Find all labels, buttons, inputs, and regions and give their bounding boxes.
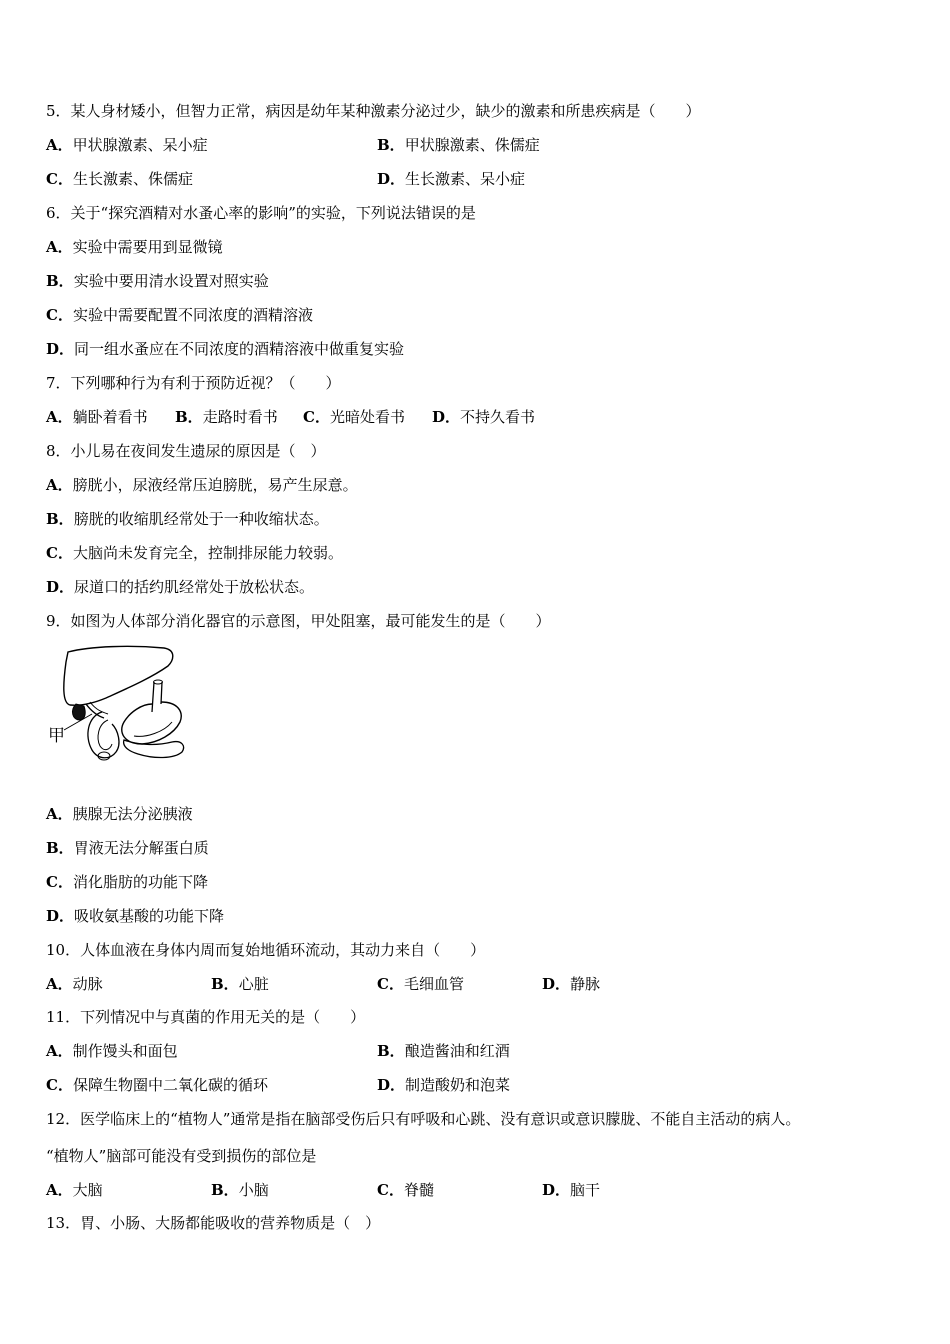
q9-option-c: C．消化脂肪的功能下降 (46, 873, 208, 891)
q11-option-b: B．酿造酱油和红酒 (377, 1042, 510, 1060)
digestive-organs-figure (46, 642, 196, 770)
q6-option-c: C．实验中需要配置不同浓度的酒精溶液 (46, 306, 313, 324)
q11-stem: 11．下列情况中与真菌的作用无关的是（ ） (46, 1008, 366, 1026)
q7-stem: 7．下列哪种行为有利于预防近视？（ ） (46, 374, 341, 392)
q9-option-d: D．吸收氨基酸的功能下降 (46, 907, 225, 925)
q11-option-d: D．制造酸奶和泡菜 (377, 1076, 511, 1094)
q7-option-b: B．走路时看书 (175, 408, 278, 426)
q10-option-a: A．动脉 (46, 975, 103, 993)
q11-option-a: A．制作馒头和面包 (46, 1042, 178, 1060)
q5-stem: 5．某人身材矮小，但智力正常，病因是幼年某种激素分泌过少，缺少的激素和所患疾病是（ ） (46, 102, 701, 120)
q12-option-b: B．小脑 (211, 1181, 269, 1199)
q8-stem: 8．小儿易在夜间发生遗尿的原因是（ ） (46, 442, 326, 460)
q12-option-a: A．大脑 (46, 1181, 103, 1199)
q6-option-a: A．实验中需要用到显微镜 (46, 238, 223, 256)
q9-stem: 9．如图为人体部分消化器官的示意图，甲处阻塞，最可能发生的是（ ） (46, 612, 551, 630)
q6-option-b: B．实验中要用清水设置对照实验 (46, 272, 269, 290)
q6-stem: 6．关于“探究酒精对水蚤心率的影响”的实验，下列说法错误的是 (46, 204, 476, 222)
q7-option-d: D．不持久看书 (432, 408, 536, 426)
q13-stem: 13．胃、小肠、大肠都能吸收的营养物质是（ ） (46, 1214, 381, 1232)
q9-option-b: B．胃液无法分解蛋白质 (46, 839, 209, 857)
q8-option-b: B．膀胱的收缩肌经常处于一种收缩状态。 (46, 510, 329, 528)
q5-option-d: D．生长激素、呆小症 (377, 170, 526, 188)
q11-option-c: C．保障生物圈中二氧化碳的循环 (46, 1076, 268, 1094)
q6-option-d: D．同一组水蚤应在不同浓度的酒精溶液中做重复实验 (46, 340, 405, 358)
q10-stem: 10．人体血液在身体内周而复始地循环流动，其动力来自（ ） (46, 941, 486, 959)
q10-option-c: C．毛细血管 (377, 975, 464, 993)
q9-option-a: A．胰腺无法分泌胰液 (46, 805, 193, 823)
q8-option-c: C．大脑尚未发育完全，控制排尿能力较弱。 (46, 544, 343, 562)
q12-option-d: D．脑干 (542, 1181, 601, 1199)
q7-option-a: A．躺卧着看书 (46, 408, 148, 426)
q8-option-d: D．尿道口的括约肌经常处于放松状态。 (46, 578, 315, 596)
q8-option-a: A．膀胱小，尿液经常压迫膀胱，易产生尿意。 (46, 476, 358, 494)
figure-label-jia: 甲 (48, 726, 65, 746)
q12-stem-line2: “植物人”脑部可能没有受到损伤的部位是 (46, 1147, 317, 1165)
q10-option-b: B．心脏 (211, 975, 269, 993)
q5-option-b: B．甲状腺激素、侏儒症 (377, 136, 540, 154)
q5-option-a: A．甲状腺激素、呆小症 (46, 136, 208, 154)
q12-option-c: C．脊髓 (377, 1181, 434, 1199)
q12-stem-line1: 12．医学临床上的“植物人”通常是指在脑部受伤后只有呼吸和心跳、没有意识或意识朦胧、不能自主活动的病人。 (46, 1110, 801, 1128)
digestive-organs-diagram (46, 642, 196, 770)
q10-option-d: D．静脉 (542, 975, 601, 993)
q5-option-c: C．生长激素、侏儒症 (46, 170, 193, 188)
q7-option-c: C．光暗处看书 (303, 408, 405, 426)
